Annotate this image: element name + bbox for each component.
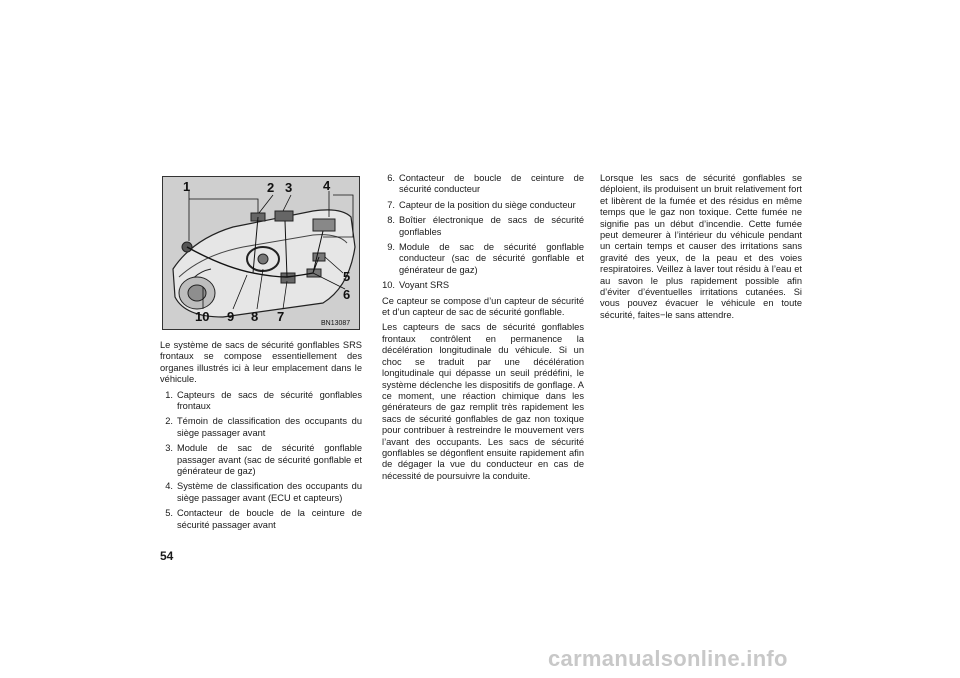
callout-8: 8 — [251, 309, 259, 324]
callout-1: 1 — [183, 179, 191, 194]
airbag-system-illustration — [162, 176, 360, 330]
page-number: 54 — [160, 549, 174, 563]
callout-5: 5 — [343, 269, 351, 284]
list-text: Module de sac de sécurité gonflable passager avant (sac de sécurité gonflable et générateur de gaz) — [177, 443, 362, 477]
callout-9: 9 — [227, 309, 235, 324]
list-item — [382, 173, 584, 196]
list-item — [160, 481, 362, 504]
list-number: 2. — [165, 416, 173, 427]
list-text: Voyant SRS — [399, 280, 450, 291]
list-number: 3. — [165, 443, 173, 454]
list-item — [382, 215, 584, 238]
callout-6: 6 — [343, 287, 351, 302]
list-number: 7. — [387, 199, 395, 210]
column-1 — [160, 340, 362, 535]
list-number: 6. — [387, 173, 395, 183]
list-item — [382, 280, 584, 291]
list-item — [160, 390, 362, 413]
list-text: Système de classification des occupants du siège passager avant (ECU et capteurs) — [177, 481, 362, 503]
callout-7: 7 — [277, 309, 285, 324]
list-text: Contacteur de boucle de ceinture de sécurité conducteur — [399, 173, 584, 195]
column-3 — [600, 173, 802, 325]
list-number: 4. — [165, 481, 173, 492]
list-number: 8. — [387, 215, 395, 226]
airbag-diagram — [163, 177, 359, 329]
intro-paragraph: Le système de sacs de sécurité gonflables SRS frontaux se compose essentiellement des organes illustrés ici à leur emplacement dans le véhicule. — [160, 340, 362, 385]
list-item — [160, 443, 362, 477]
list-number: 1. — [165, 389, 173, 400]
callout-3: 3 — [285, 180, 293, 195]
list-item — [160, 416, 362, 439]
list-number: 5. — [165, 508, 173, 519]
callout-2: 2 — [267, 180, 275, 195]
list-item — [382, 200, 584, 211]
operation-paragraph: Les capteurs de sacs de sécurité gonflables frontaux contrôlent en permanence la décélération longitudinale du véhicule. Si un choc se traduit par une décélération longitudinale qui dépasse un seuil prédéfini, le système déclenche les dispositifs de gonflage. A ce moment, une réaction chimique dans les générateurs de gaz remplit très rapidement les sacs de sécurité gonflables de gaz non toxique pour contribuer à restreindre le mouvement vers l’avant des occupants. Les sacs de sécurité gonflables se dégonflent ensuite rapidement afin de dégager la vue du conducteur en cas de nécessité de poursuivre la conduite. — [382, 322, 584, 481]
list-text: Capteurs de sacs de sécurité gonflables frontaux — [177, 389, 362, 412]
sensor-paragraph: Ce capteur se compose d’un capteur de sécurité et d’un capteur de sac de sécurité gonflable. — [382, 295, 584, 318]
list-text: Module de sac de sécurité gonflable conducteur (sac de sécurité gonflable et générateur de gaz) — [399, 242, 584, 275]
list-item — [160, 508, 362, 531]
list-text: Capteur de la position du siège conducteur — [399, 199, 576, 210]
list-text: Contacteur de boucle de la ceinture de sécurité passager avant — [177, 508, 362, 530]
list-number: 10. — [382, 280, 395, 291]
list-text: Boîtier électronique de sacs de sécurité gonflables — [399, 215, 584, 237]
deployment-paragraph: Lorsque les sacs de sécurité gonflables se déploient, ils produisent un bruit relativement fort et libèrent de la fumée et des résidus en même temps que le gaz non toxique. Cette fumée ne signifie pas un début d’incendie. Cette fumée peut demeurer à l’intérieur du véhicule pendant un certain temps et causer des irritations sans gravité des yeux, de la peau et des voies respiratoires. Veillez à laver tout résidu à l’eau et au savon le plus rapidement possible afin d’éviter d’éventuelles irritations cutanées. Si vous pouvez évacuer le véhicule en toute sécurité, faites−le sans attendre. — [600, 173, 802, 320]
list-item — [382, 242, 584, 276]
watermark: carmanualsonline.info — [548, 646, 788, 671]
column-2 — [382, 173, 584, 486]
list-number: 9. — [387, 242, 395, 253]
callout-4: 4 — [323, 178, 331, 193]
callout-10: 10 — [195, 309, 210, 324]
list-text: Témoin de classification des occupants du siège passager avant — [177, 416, 362, 438]
figure-code: BN13087 — [321, 320, 351, 327]
